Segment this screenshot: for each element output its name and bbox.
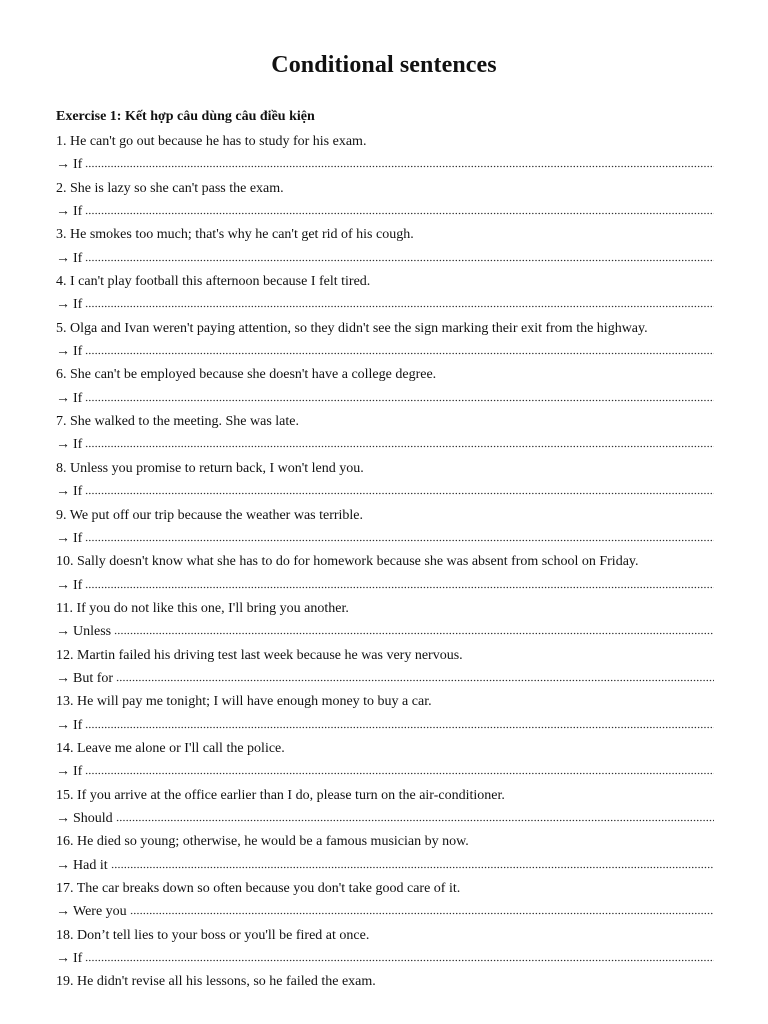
dotted-answer-blank[interactable] xyxy=(116,817,714,822)
question-text: 15. If you arrive at the office earlier than I do, please turn on the air-conditioner. xyxy=(56,787,505,803)
answer-line[interactable] xyxy=(56,809,714,832)
arrow-icon: → xyxy=(56,951,70,967)
question-text: 5. Olga and Ivan weren't paying attention, so they didn't see the sign marking their exit from the highway. xyxy=(56,320,648,336)
question-text: 11. If you do not like this one, I'll bring you another. xyxy=(56,600,349,616)
answer-prompt: If xyxy=(73,204,83,220)
question-text: 14. Leave me alone or I'll call the police. xyxy=(56,740,285,756)
arrow-icon: → xyxy=(56,297,70,313)
dotted-answer-blank[interactable] xyxy=(85,957,714,962)
answer-prompt: If xyxy=(73,297,83,313)
answer-line[interactable] xyxy=(56,155,714,178)
arrow-icon: → xyxy=(56,437,70,453)
arrow-icon: → xyxy=(56,390,70,406)
dotted-answer-blank[interactable] xyxy=(85,350,714,355)
arrow-icon: → xyxy=(56,904,70,920)
arrow-icon: → xyxy=(56,204,70,220)
answer-prompt: If xyxy=(73,484,83,500)
arrow-icon: → xyxy=(56,250,70,266)
answer-prompt: Were you xyxy=(73,904,127,920)
dotted-answer-blank[interactable] xyxy=(85,163,714,168)
answer-prompt: If xyxy=(73,577,83,593)
arrow-icon: → xyxy=(56,157,70,173)
answer-line[interactable] xyxy=(56,902,714,925)
answer-line[interactable] xyxy=(56,669,714,692)
answer-line[interactable] xyxy=(56,949,714,972)
answer-prompt: If xyxy=(73,951,83,967)
dotted-answer-blank[interactable] xyxy=(85,443,714,448)
answer-line[interactable] xyxy=(56,389,714,412)
question-text: 3. He smokes too much; that's why he can't get rid of his cough. xyxy=(56,227,414,243)
answer-line[interactable] xyxy=(56,529,714,552)
question-text: 6. She can't be employed because she doesn't have a college degree. xyxy=(56,367,437,383)
dotted-answer-blank[interactable] xyxy=(116,677,714,682)
answer-line[interactable] xyxy=(56,576,714,599)
dotted-answer-blank[interactable] xyxy=(111,864,714,869)
arrow-icon: → xyxy=(56,484,70,500)
answer-line[interactable] xyxy=(56,762,714,785)
answer-line[interactable] xyxy=(56,622,714,645)
question-text: 1. He can't go out because he has to study for his exam. xyxy=(56,134,367,149)
arrow-icon: → xyxy=(56,717,70,733)
dotted-answer-blank[interactable] xyxy=(85,770,714,775)
answer-line[interactable] xyxy=(56,249,714,272)
answer-prompt: If xyxy=(73,390,83,406)
arrow-icon: → xyxy=(56,670,70,686)
arrow-icon: → xyxy=(56,857,70,873)
question-text: 17. The car breaks down so often because you don't take good care of it. xyxy=(56,881,461,896)
question-text: 12. Martin failed his driving test last week because he was very nervous. xyxy=(56,647,463,663)
answer-line[interactable] xyxy=(56,716,714,739)
answer-line[interactable] xyxy=(56,435,714,458)
answer-prompt: Unless xyxy=(73,624,112,640)
question-text: 13. He will pay me tonight; I will have enough money to buy a car. xyxy=(56,694,432,710)
dotted-answer-blank[interactable] xyxy=(85,584,714,589)
question-text: 2. She is lazy so she can't pass the exam. xyxy=(56,180,284,196)
dotted-answer-blank[interactable] xyxy=(85,397,714,402)
answer-line[interactable] xyxy=(56,856,714,879)
question-text: 18. Don’t tell lies to your boss or you'll be fired at once. xyxy=(56,927,370,943)
dotted-answer-blank[interactable] xyxy=(85,210,714,215)
answer-prompt: If xyxy=(73,344,83,360)
question-text: 7. She walked to the meeting. She was late. xyxy=(56,414,299,430)
arrow-icon: → xyxy=(56,530,70,546)
dotted-answer-blank[interactable] xyxy=(85,257,714,262)
question-text: 10. Sally doesn't know what she has to do for homework because she was absent from school on Friday. xyxy=(56,554,639,570)
answer-line[interactable] xyxy=(56,342,714,365)
question-text: 4. I can't play football this afternoon because I felt tired. xyxy=(56,274,371,290)
dotted-answer-blank[interactable] xyxy=(85,724,714,729)
arrow-icon: → xyxy=(56,577,70,593)
question-text: 8. Unless you promise to return back, I won't lend you. xyxy=(56,460,364,476)
arrow-icon: → xyxy=(56,344,70,360)
answer-line[interactable] xyxy=(56,295,714,318)
arrow-icon: → xyxy=(56,764,70,780)
answer-prompt: If xyxy=(73,250,83,266)
dotted-answer-blank[interactable] xyxy=(130,910,714,915)
dotted-answer-blank[interactable] xyxy=(114,630,714,635)
arrow-icon: → xyxy=(56,624,70,640)
page-title: Conditional sentences xyxy=(271,52,497,78)
question-text: 9. We put off our trip because the weather was terrible. xyxy=(56,507,364,523)
answer-prompt: Should xyxy=(73,810,113,826)
arrow-icon: → xyxy=(56,810,70,826)
answer-line[interactable] xyxy=(56,202,714,225)
answer-prompt: If xyxy=(73,157,83,173)
exercise-heading: Exercise 1: Kết hợp câu dùng câu điều kiện xyxy=(56,109,315,124)
exercise-list xyxy=(56,132,714,996)
dotted-answer-blank[interactable] xyxy=(85,537,714,542)
answer-prompt: If xyxy=(73,717,83,733)
answer-line[interactable] xyxy=(56,482,714,505)
dotted-answer-blank[interactable] xyxy=(85,490,714,495)
answer-prompt: Had it xyxy=(73,857,108,873)
answer-prompt: If xyxy=(73,764,83,780)
answer-prompt: But for xyxy=(73,670,114,686)
dotted-answer-blank[interactable] xyxy=(85,303,714,308)
answer-prompt: If xyxy=(73,437,83,453)
question-text: 16. He died so young; otherwise, he would be a famous musician by now. xyxy=(56,834,469,850)
question-text: 19. He didn't revise all his lessons, so he failed the exam. xyxy=(56,974,376,990)
answer-prompt: If xyxy=(73,530,83,546)
